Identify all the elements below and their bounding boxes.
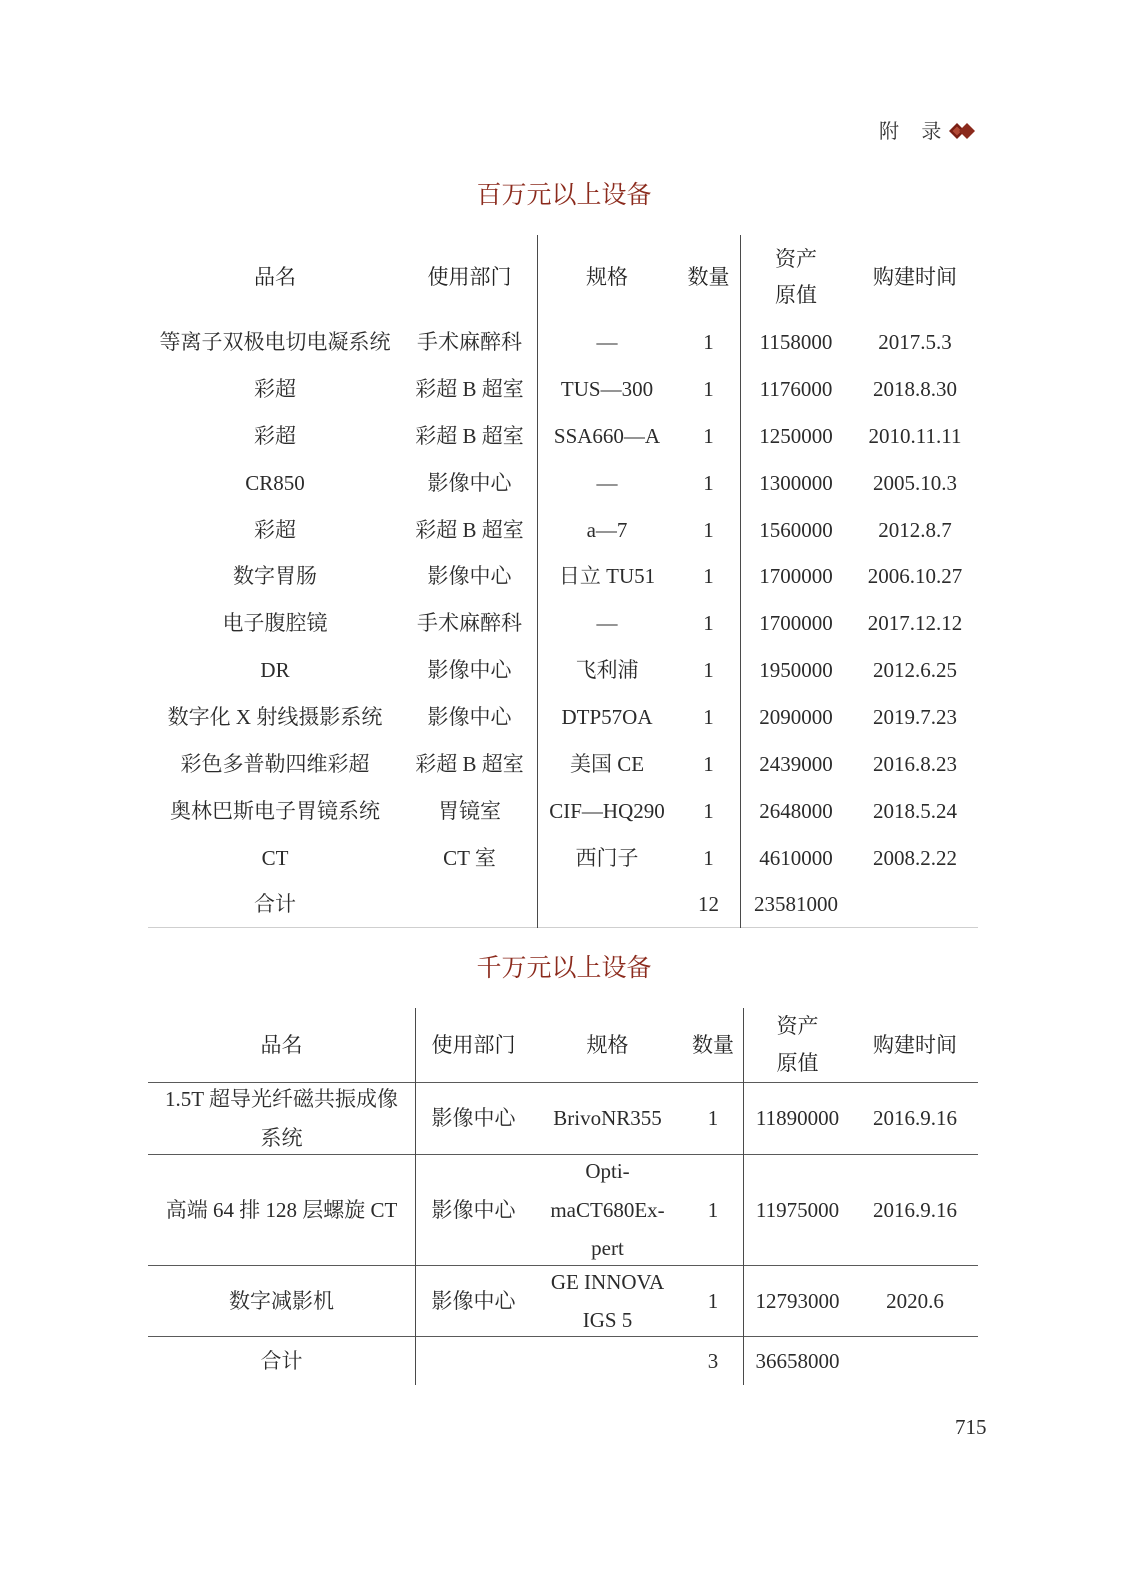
quantity-cell: 1 (703, 564, 714, 589)
quantity-header: 数量 (692, 1032, 734, 1057)
original-value-cell: 11890000 (755, 1106, 840, 1131)
specification-cell: 飞利浦 (575, 658, 639, 683)
purchase-date-cell: 2006.10.27 (867, 564, 963, 589)
quantity-cell: 1 (707, 1288, 719, 1313)
cell-line: GE INNOVA (550, 1269, 665, 1294)
table-row (148, 553, 978, 600)
specification-cell: BrivoNR355 (553, 1106, 662, 1131)
specification-cell (532, 1337, 683, 1385)
original-value-cell: 1176000 (759, 376, 833, 401)
quantity-cell: 1 (703, 611, 714, 636)
original-value-cell: 1250000 (759, 423, 833, 448)
column-divider (740, 235, 741, 928)
item-name-cell: 彩超 (254, 376, 296, 401)
purchase-date-cell: 2016.9.16 (873, 1106, 957, 1131)
quantity-cell: 1 (703, 376, 714, 401)
original-value-cell: 36658000 (755, 1348, 840, 1373)
table1-title: 百万元以上设备 (476, 180, 652, 209)
purchase-date-cell: 2020.6 (886, 1288, 944, 1313)
column-divider (743, 1008, 744, 1385)
specification-cell: 西门子 (575, 845, 639, 870)
quantity-cell: 12 (698, 892, 719, 917)
table1-million-equipment (148, 235, 978, 928)
purchase-date-cell (852, 881, 978, 927)
table-row (148, 1337, 978, 1385)
table-row (148, 319, 978, 366)
cell-line: 系统 (260, 1125, 303, 1150)
cell-line: Opti- (585, 1159, 630, 1184)
original-value-cell: 2648000 (759, 799, 833, 824)
quantity-cell: 1 (703, 799, 714, 824)
item-name-cell: 彩色多普勒四维彩超 (180, 752, 370, 777)
item-name-cell: 高端 64 排 128 层螺旋 CT (165, 1197, 398, 1222)
original-value-cell: 4610000 (759, 845, 833, 870)
item-name-cell (148, 1083, 415, 1154)
item-name-cell: 数字化 X 射线摄影系统 (167, 705, 383, 730)
original-value-cell: 12793000 (755, 1288, 840, 1313)
item-name-cell: 合计 (254, 892, 296, 917)
specification-cell (532, 1266, 683, 1336)
item-name-cell: 电子腹腔镜 (222, 611, 328, 636)
original-value-cell: 2090000 (759, 705, 833, 730)
quantity-cell: 1 (703, 517, 714, 542)
cell-line: IGS 5 (582, 1308, 633, 1332)
item-name-cell: 合计 (260, 1348, 303, 1373)
quantity-cell: 3 (707, 1348, 719, 1373)
specification-header: 规格 (586, 1032, 629, 1057)
purchase-date-header: 购建时间 (873, 1032, 957, 1057)
original-value-cell: 11975000 (755, 1197, 840, 1222)
specification-cell: DTP57OA (561, 705, 653, 730)
table-row (148, 834, 978, 881)
quantity-cell: 1 (707, 1197, 719, 1222)
purchase-date-cell: 2016.9.16 (873, 1197, 957, 1222)
table-row (148, 694, 978, 741)
quantity-cell: 1 (703, 705, 714, 730)
original-value-cell: 1158000 (759, 329, 833, 354)
purchase-date-cell: 2005.10.3 (873, 470, 957, 495)
quantity-cell: 1 (707, 1106, 719, 1131)
table-row (148, 459, 978, 506)
department-cell: 手术麻醉科 (417, 611, 522, 636)
purchase-date-header: 购建时间 (873, 264, 957, 289)
column-divider (537, 235, 538, 928)
department-header: 使用部门 (431, 1032, 516, 1057)
department-cell: CT 室 (443, 845, 496, 870)
table-row (148, 506, 978, 553)
department-cell: 影像中心 (431, 1197, 516, 1222)
original-value-cell: 1950000 (759, 658, 833, 683)
department-cell: 影像中心 (427, 470, 512, 495)
quantity-cell: 1 (703, 470, 714, 495)
specification-cell: a—7 (586, 517, 628, 542)
department-cell: 手术麻醉科 (417, 329, 522, 354)
specification-cell: CIF—HQ290 (549, 799, 665, 824)
original-value-cell: 1700000 (759, 564, 833, 589)
double-diamond-icon (949, 121, 975, 141)
purchase-date-cell: 2017.12.12 (867, 611, 963, 636)
quantity-cell: 1 (703, 658, 714, 683)
item-name-cell: 彩超 (254, 517, 296, 542)
table-row (148, 412, 978, 459)
table-row (148, 600, 978, 647)
page-number: 715 (955, 1415, 987, 1439)
purchase-date-cell (852, 1337, 978, 1385)
running-head (879, 117, 975, 145)
cell-line: 资产 (776, 1014, 819, 1038)
cell-line: pert (591, 1236, 624, 1261)
item-name-header: 品名 (254, 264, 296, 289)
quantity-header: 数量 (687, 264, 730, 289)
department-cell (415, 1337, 532, 1385)
department-cell: 影像中心 (427, 658, 512, 683)
table-row (148, 788, 978, 835)
original-value-cell: 1300000 (759, 470, 833, 495)
item-name-header: 品名 (260, 1032, 303, 1057)
specification-cell: — (596, 611, 618, 636)
department-header: 使用部门 (427, 264, 512, 289)
specification-header: 规格 (586, 264, 628, 289)
cell-line: 原值 (776, 1051, 819, 1075)
item-name-cell: 数字减影机 (229, 1288, 334, 1313)
item-name-cell: CR850 (245, 470, 305, 495)
table-row (148, 1083, 978, 1155)
original-value-cell: 1560000 (759, 517, 833, 542)
table-row (148, 881, 978, 928)
department-cell: 影像中心 (431, 1288, 516, 1313)
table2-ten-million-equipment (148, 1008, 978, 1385)
table2-title: 千万元以上设备 (476, 953, 652, 982)
running-head-label: 附 录 (879, 119, 942, 143)
purchase-date-cell: 2012.6.25 (873, 658, 957, 683)
purchase-date-cell: 2019.7.23 (873, 705, 957, 730)
table-header-row (148, 235, 978, 319)
item-name-cell: 奥林巴斯电子胃镜系统 (170, 799, 380, 824)
original-value-cell: 23581000 (754, 892, 838, 917)
purchase-date-cell: 2018.8.30 (873, 376, 957, 401)
table-row (148, 365, 978, 412)
table-row (148, 1155, 978, 1266)
quantity-cell: 1 (703, 752, 714, 777)
original-value-header (740, 235, 852, 319)
specification-cell: 美国 CE (569, 752, 645, 777)
item-name-cell: DR (260, 658, 290, 683)
department-cell: 彩超 B 超室 (415, 423, 524, 448)
specification-cell: — (596, 329, 618, 354)
cell-line: 1.5T 超导光纤磁共振成像 (165, 1087, 398, 1111)
purchase-date-cell: 2008.2.22 (873, 845, 957, 870)
quantity-cell: 1 (703, 845, 714, 870)
table-row (148, 741, 978, 788)
department-cell: 影像中心 (427, 705, 512, 730)
original-value-header (743, 1008, 852, 1082)
column-divider (415, 1008, 416, 1385)
cell-line: 资产 (775, 246, 817, 271)
purchase-date-cell: 2018.5.24 (873, 799, 957, 824)
specification-cell: TUS—300 (560, 376, 654, 401)
department-cell: 影像中心 (431, 1106, 516, 1131)
specification-cell (532, 1155, 683, 1265)
specification-cell: SSA660—A (553, 423, 661, 448)
cell-line: maCT680Ex- (550, 1197, 665, 1222)
table-header-row (148, 1008, 978, 1083)
quantity-cell: 1 (703, 423, 714, 448)
cell-line: 原值 (775, 282, 817, 307)
purchase-date-cell: 2012.8.7 (878, 517, 952, 542)
department-cell: 彩超 B 超室 (415, 376, 524, 401)
purchase-date-cell: 2017.5.3 (878, 329, 952, 354)
quantity-cell: 1 (703, 329, 714, 354)
table-row (148, 1266, 978, 1337)
item-name-cell: CT (261, 845, 289, 870)
department-cell (402, 881, 537, 927)
original-value-cell: 1700000 (759, 611, 833, 636)
department-cell: 影像中心 (427, 564, 512, 589)
purchase-date-cell: 2010.11.11 (868, 423, 962, 448)
department-cell: 彩超 B 超室 (415, 752, 524, 777)
item-name-cell: 等离子双极电切电凝系统 (159, 329, 391, 354)
item-name-cell: 彩超 (254, 423, 296, 448)
purchase-date-cell: 2016.8.23 (873, 752, 957, 777)
department-cell: 胃镜室 (438, 799, 501, 824)
department-cell: 彩超 B 超室 (415, 517, 524, 542)
specification-cell: — (596, 470, 618, 495)
specification-cell (537, 881, 677, 927)
specification-cell: 日立 TU51 (558, 564, 656, 589)
item-name-cell: 数字胃肠 (233, 564, 317, 589)
original-value-cell: 2439000 (759, 752, 833, 777)
table-row (148, 647, 978, 694)
